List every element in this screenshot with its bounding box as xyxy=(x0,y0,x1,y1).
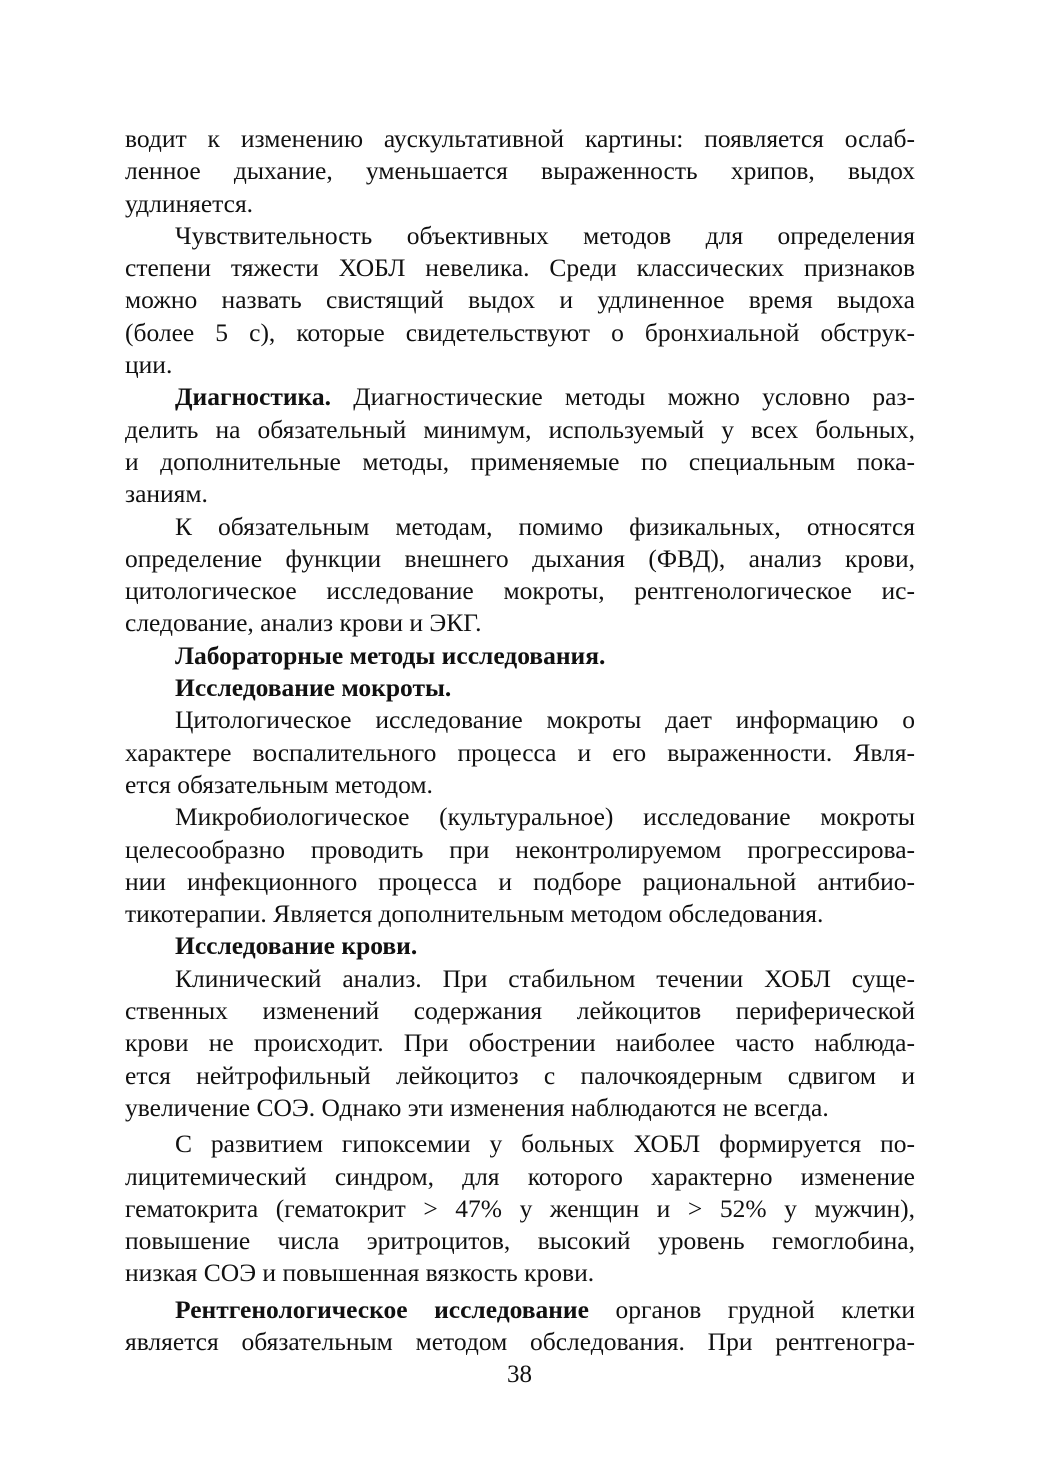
line-text: цитологическое исследование мокроты, рентгенологическое ис- xyxy=(125,576,915,606)
line-text: Диагностические методы можно условно раз- xyxy=(330,382,915,412)
section-heading-text: Исследование мокроты. xyxy=(175,673,452,703)
paragraph xyxy=(125,963,915,1124)
text-line xyxy=(125,1294,915,1326)
line-text: и дополнительные методы, применяемые по специальным пока- xyxy=(125,446,915,476)
text-line xyxy=(125,381,915,413)
line-text: Клинический анализ. При стабильном течении ХОБЛ суще- xyxy=(175,963,915,993)
text-line xyxy=(125,898,915,930)
line-text: С развитием гипоксемии у больных ХОБЛ формируется по- xyxy=(175,1129,915,1159)
paragraph xyxy=(125,1128,915,1289)
paragraph xyxy=(125,220,915,381)
line-text: делить на обязательный минимум, используемый у всех больных, xyxy=(125,414,915,444)
text-line xyxy=(125,1027,915,1059)
line-text: определение функции внешнего дыхания (ФВД), анализ крови, xyxy=(125,543,915,573)
line-text: тикотерапии. Является дополнительным методом обследования. xyxy=(125,899,824,929)
line-text: Цитологическое исследование мокроты дает информацию о xyxy=(175,705,915,735)
line-text: лицитемический синдром, для которого характерно изменение xyxy=(125,1161,915,1191)
text-line xyxy=(125,769,915,801)
text-line xyxy=(125,1193,915,1225)
paragraph xyxy=(125,1294,915,1359)
section-heading-text: Лабораторные методы исследования. xyxy=(175,640,606,670)
text-line xyxy=(125,1060,915,1092)
text-line xyxy=(125,188,915,220)
text-line xyxy=(125,1092,915,1124)
line-text: ется нейтрофильный лейкоцитоз с палочкоядерным сдвигом и xyxy=(125,1060,915,1090)
line-text: является обязательным методом обследования. При рентгеногра- xyxy=(125,1326,915,1356)
text-line xyxy=(125,317,915,349)
line-text: целесообразно проводить при неконтролируемом прогрессирова- xyxy=(125,834,915,864)
paragraph xyxy=(125,801,915,930)
text-line xyxy=(125,1257,915,1289)
line-text: ственных изменений содержания лейкоцитов периферической xyxy=(125,996,915,1026)
section-heading xyxy=(125,672,915,704)
text-line xyxy=(125,123,915,155)
line-text: Микробиологическое (культуральное) исследование мокроты xyxy=(175,802,915,832)
paragraph xyxy=(125,381,915,510)
line-text: Чувствительность объективных методов для определения xyxy=(175,220,915,250)
text-line xyxy=(125,155,915,187)
line-text: ленное дыхание, уменьшается выраженность хрипов, выдох xyxy=(125,156,915,186)
text-line xyxy=(125,220,915,252)
text-line xyxy=(125,349,915,381)
line-text: удлиняется. xyxy=(125,188,254,218)
text-line xyxy=(125,607,915,639)
line-text: гематокрита (гематокрит > 47% у женщин и > 52% у мужчин), xyxy=(125,1193,915,1223)
bold-lead-term: Рентгенологическое исследование xyxy=(175,1294,589,1324)
text-line xyxy=(125,801,915,833)
text-line xyxy=(125,866,915,898)
text-line xyxy=(125,543,915,575)
text-line xyxy=(125,511,915,543)
text-line xyxy=(125,1326,915,1358)
line-text: водит к изменению аускультативной картины: появляется ослаб- xyxy=(125,124,915,153)
section-heading xyxy=(125,930,915,962)
line-text: нии инфекционного процесса и подборе рациональной антибио- xyxy=(125,866,915,896)
bold-lead-term: Диагностика. xyxy=(175,382,331,412)
text-line xyxy=(125,478,915,510)
text-line xyxy=(125,737,915,769)
line-text: следование, анализ крови и ЭКГ. xyxy=(125,608,482,638)
page-number: 38 xyxy=(507,1361,532,1388)
line-text: увеличение СОЭ. Однако эти изменения наблюдаются не всегда. xyxy=(125,1092,829,1122)
text-line xyxy=(125,963,915,995)
text-line xyxy=(125,1225,915,1257)
page-body xyxy=(125,123,915,1358)
line-text: низкая СОЭ и повышенная вязкость крови. xyxy=(125,1258,595,1288)
line-text: К обязательным методам, помимо физикальных, относятся xyxy=(175,511,915,541)
line-text: (более 5 с), которые свидетельствуют о бронхиальной обструк- xyxy=(125,317,915,347)
paragraph xyxy=(125,123,915,220)
section-heading xyxy=(125,640,915,672)
text-line xyxy=(125,575,915,607)
text-line xyxy=(125,446,915,478)
line-text: ции. xyxy=(125,350,173,380)
paragraph xyxy=(125,704,915,801)
line-text: заниям. xyxy=(125,479,208,509)
line-text: ется обязательным методом. xyxy=(125,769,433,799)
line-text: характере воспалительного процесса и его выраженности. Явля- xyxy=(125,737,915,767)
section-heading-text: Исследование крови. xyxy=(175,931,418,961)
text-line xyxy=(125,995,915,1027)
line-text: органов грудной клетки xyxy=(588,1294,915,1324)
text-line xyxy=(125,1161,915,1193)
paragraph xyxy=(125,511,915,640)
line-text: степени тяжести ХОБЛ невелика. Среди классических признаков xyxy=(125,253,915,283)
text-line xyxy=(125,414,915,446)
text-line xyxy=(125,252,915,284)
line-text: крови не происходит. При обострении наиболее часто наблюда- xyxy=(125,1028,915,1058)
text-line xyxy=(125,834,915,866)
line-text: можно назвать свистящий выдох и удлиненное время выдоха xyxy=(125,285,915,315)
text-line xyxy=(125,284,915,316)
line-text: повышение числа эритроцитов, высокий уровень гемоглобина, xyxy=(125,1226,915,1256)
text-line xyxy=(125,704,915,736)
text-line xyxy=(125,1128,915,1160)
